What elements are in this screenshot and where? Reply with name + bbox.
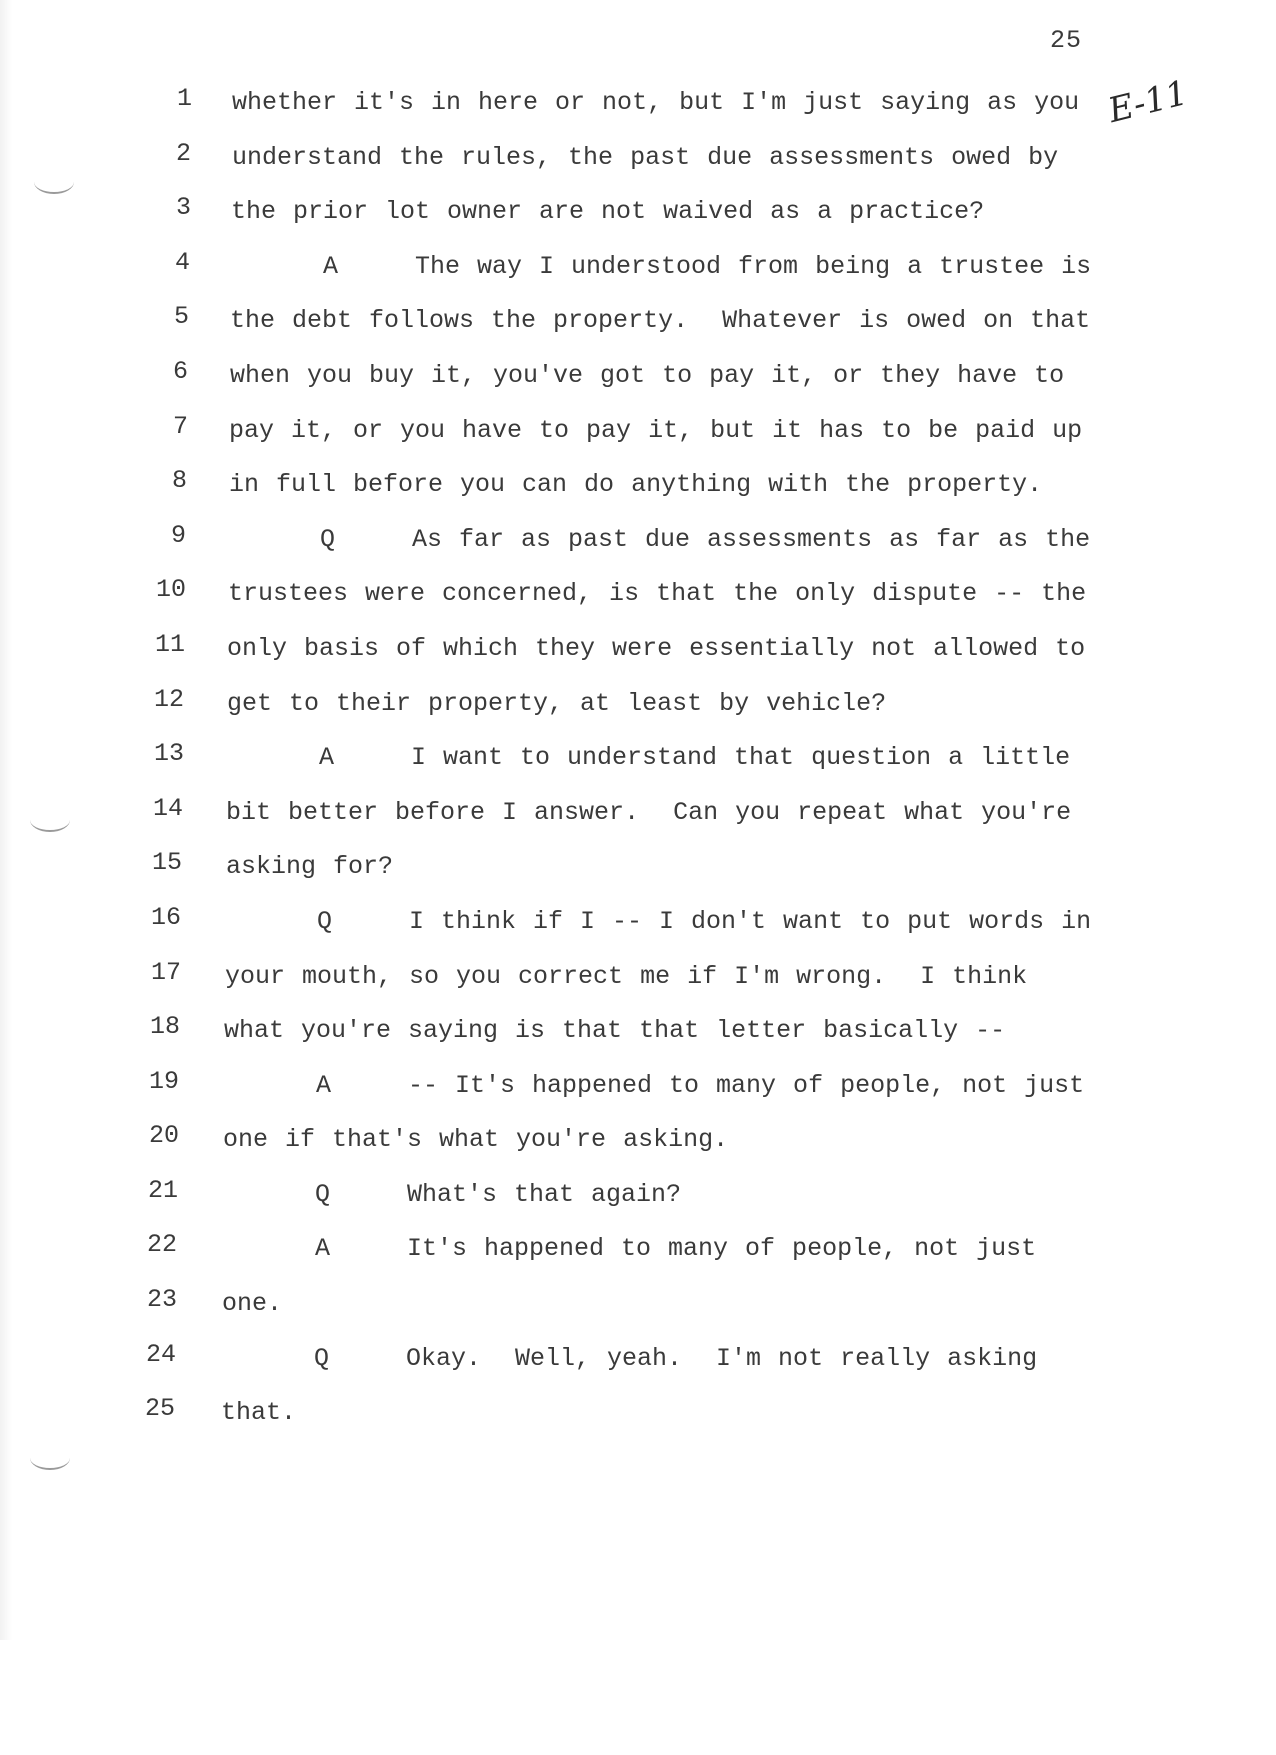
line-content: understand the rules, the past due assessments owed by <box>232 142 1059 172</box>
line-content: The way I understood from being a trustee is <box>415 251 1092 281</box>
line-text <box>228 579 1086 608</box>
line-content: only basis of which they were essentially not allowed to <box>227 633 1086 663</box>
line-text <box>231 252 1091 281</box>
line-text <box>232 88 1079 117</box>
transcript-line <box>0 412 1276 467</box>
line-number: 23 <box>146 1285 177 1315</box>
line-number: 6 <box>172 356 188 386</box>
line-text <box>229 470 1042 499</box>
transcript-line <box>0 1394 1276 1449</box>
transcript-line <box>0 521 1276 576</box>
line-text <box>224 1071 1084 1100</box>
line-text <box>227 689 886 718</box>
line-number: 24 <box>145 1339 176 1369</box>
line-number: 14 <box>152 793 183 823</box>
line-number: 20 <box>148 1121 179 1151</box>
line-number: 3 <box>175 193 191 223</box>
line-text <box>227 634 1085 663</box>
transcript-line <box>0 630 1276 685</box>
line-number: 10 <box>155 575 186 605</box>
speaker-marker: Q <box>320 524 336 554</box>
line-number: 9 <box>170 520 186 550</box>
transcript-line <box>0 193 1276 248</box>
transcript-line <box>0 302 1276 357</box>
speaker-marker: Q <box>317 906 333 936</box>
line-number: 11 <box>154 629 185 659</box>
transcript-line <box>0 848 1276 903</box>
line-content: What's that again? <box>407 1179 682 1209</box>
line-number: 19 <box>148 1066 179 1096</box>
speaker-marker: A <box>316 1070 332 1100</box>
line-content: I think if I -- I don't want to put words in <box>409 906 1092 936</box>
line-content: As far as past due assessments as far as the <box>412 524 1091 554</box>
line-text <box>230 306 1090 335</box>
line-text <box>228 525 1090 554</box>
transcript-line <box>0 958 1276 1013</box>
handwritten-exhibit-mark: E-11 <box>1104 72 1192 132</box>
line-text <box>225 907 1091 936</box>
line-text <box>226 852 393 881</box>
transcript-line <box>0 1340 1276 1395</box>
line-content: one. <box>222 1289 283 1319</box>
transcript-line <box>0 248 1276 303</box>
transcript-line <box>0 139 1276 194</box>
punch-hole-mark <box>30 1446 70 1470</box>
line-text <box>222 1344 1037 1373</box>
line-content: trustees were concerned, is that the only dispute -- the <box>228 579 1087 609</box>
line-number: 22 <box>146 1230 177 1260</box>
line-number: 5 <box>173 302 189 332</box>
line-content: asking for? <box>226 852 394 882</box>
speaker-marker: A <box>323 251 339 281</box>
transcript-line <box>0 1012 1276 1067</box>
transcript-line <box>0 357 1276 412</box>
transcript-line <box>0 739 1276 794</box>
speaker-marker: A <box>315 1234 331 1264</box>
line-text <box>230 361 1064 390</box>
line-text <box>223 1125 728 1154</box>
line-number: 13 <box>153 739 184 769</box>
transcript-line <box>0 1121 1276 1176</box>
line-content: the prior lot owner are not waived as a practice? <box>231 197 985 227</box>
line-content: It's happened to many of people, not just <box>407 1234 1037 1264</box>
line-text <box>226 798 1071 827</box>
page-number: 25 <box>1050 26 1083 55</box>
transcript-line <box>0 794 1276 849</box>
line-content: Okay. Well, yeah. I'm not really asking <box>406 1343 1038 1373</box>
line-number: 12 <box>153 684 184 714</box>
line-text <box>225 962 1027 991</box>
speaker-marker: Q <box>314 1343 330 1373</box>
line-text <box>224 1016 1005 1045</box>
line-text <box>221 1398 296 1427</box>
line-text <box>222 1289 282 1318</box>
line-number: 17 <box>150 957 181 987</box>
line-number: 2 <box>175 138 191 168</box>
line-number: 16 <box>150 902 181 932</box>
line-number: 15 <box>151 848 182 878</box>
transcript-line <box>0 1176 1276 1231</box>
line-text <box>227 743 1070 772</box>
line-number: 7 <box>172 411 188 441</box>
transcript-line <box>0 466 1276 521</box>
line-content: pay it, or you have to pay it, but it has to be paid up <box>229 415 1083 445</box>
line-number: 25 <box>144 1394 175 1424</box>
line-content: -- It's happened to many of people, not just <box>408 1070 1085 1100</box>
transcript-line <box>0 575 1276 630</box>
line-content: what you're saying is that that letter basically -- <box>224 1016 1006 1046</box>
transcript-line <box>0 1285 1276 1340</box>
line-text <box>231 197 984 226</box>
line-number: 18 <box>149 1012 180 1042</box>
line-text <box>223 1180 681 1209</box>
line-content: that. <box>221 1398 297 1428</box>
line-content: one if that's what you're asking. <box>223 1125 729 1155</box>
line-text <box>229 416 1082 445</box>
speaker-marker: Q <box>315 1179 331 1209</box>
line-content: bit better before I answer. Can you repeat what you're <box>226 797 1072 827</box>
line-number: 1 <box>176 84 192 113</box>
line-text <box>232 143 1058 172</box>
line-content: whether it's in here or not, but I'm just saying as you <box>232 88 1080 117</box>
speaker-marker: A <box>319 743 335 773</box>
line-number: 21 <box>147 1175 178 1205</box>
line-content: I want to understand that question a little <box>411 743 1071 773</box>
transcript-body <box>0 84 1276 1449</box>
line-content: when you buy it, you've got to pay it, or they have to <box>230 360 1065 390</box>
transcript-line <box>0 903 1276 958</box>
transcript-line <box>0 1067 1276 1122</box>
line-number: 4 <box>174 247 190 277</box>
transcript-line <box>0 1230 1276 1285</box>
line-content: in full before you can do anything with the property. <box>229 470 1043 500</box>
line-text <box>223 1234 1036 1263</box>
line-content: the debt follows the property. Whatever is owed on that <box>230 306 1091 336</box>
line-content: your mouth, so you correct me if I'm wrong. I think <box>225 961 1028 991</box>
transcript-line <box>0 685 1276 740</box>
line-content: get to their property, at least by vehicle? <box>227 688 887 718</box>
line-number: 8 <box>171 466 187 496</box>
transcript-line <box>0 84 1276 139</box>
